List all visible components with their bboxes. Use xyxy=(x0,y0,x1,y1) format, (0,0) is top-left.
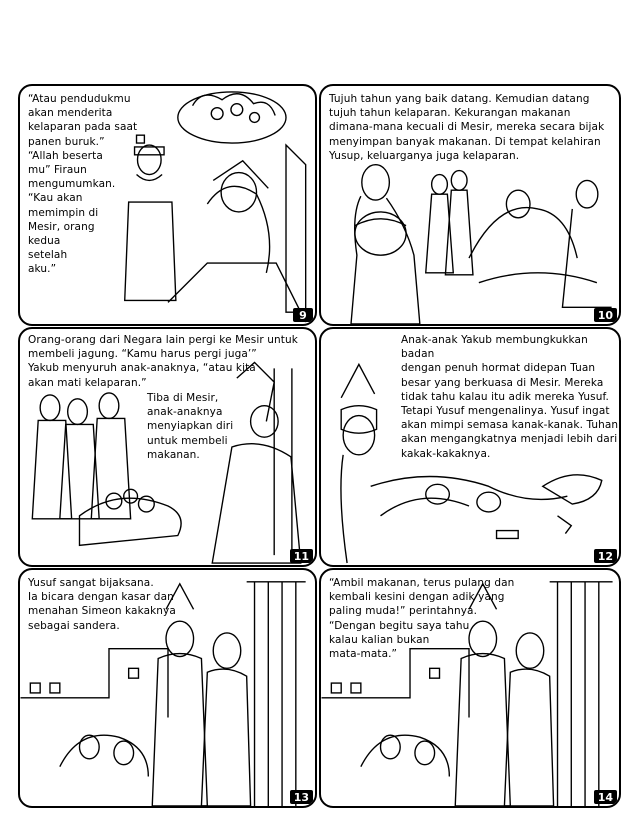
comic-panel-12 xyxy=(319,327,621,567)
comic-panel-13 xyxy=(18,568,317,808)
panel-9-number: 9 xyxy=(293,308,313,322)
panel-14-caption: “Ambil makanan, terus pulang dan kembali kesini dengan adik yang paling muda!” perintahnya. “Dengan begitu saya tahu kalau kalian bukan mata-mata.” xyxy=(329,577,515,661)
panel-13-number: 13 xyxy=(290,790,313,804)
panel-11-caption-top: Orang-orang dari Negara lain pergi ke Mesir untuk membeli jagung. “Kamu harus pergi juga’” Yakub menyuruh anak-anaknya, “atau kita akan mati kelaparan.” xyxy=(28,334,298,389)
panel-10-caption: Tujuh tahun yang baik datang. Kemudian datang tujuh tahun kelaparan. Kekurangan makanan dimana-mana kecuali di Mesir, mereka secara bijak menyimpan banyak makanan. Di tempat kelahiran Yusup, keluarganya juga kelaparan. xyxy=(329,93,605,162)
comic-panel-10 xyxy=(319,84,621,326)
comic-panel-14 xyxy=(319,568,621,808)
panel-11-number: 11 xyxy=(290,549,313,563)
panel-11-caption-bottom: Tiba di Mesir, anak-anaknya menyiapkan diri untuk membeli makanan. xyxy=(147,392,234,461)
panel-9-caption: “Atau pendudukmu akan menderita kelaparan pada saat panen buruk.” “Allah beserta mu” Firaun mengumumkan. “Kau akan memimpin di Mesir, orang kedua setelah aku.” xyxy=(28,93,138,276)
panel-12-caption: Anak-anak Yakub membungkukkan badan dengan penuh hormat didepan Tuan besar yang berkuasa di Mesir. Mereka tidak tahu kalau itu adik mereka Yusuf. Tetapi Yusuf mengenalinya. Yusuf ingat akan mimpi semasa kanak-kanak. Tuhan akan mengangkatnya menjadi lebih dari kakak-kakaknya. xyxy=(401,334,619,460)
panel-13-caption: Yusuf sangat bijaksana. Ia bicara dengan kasar dan menahan Simeon kakaknya sebagai sandera. xyxy=(28,577,176,632)
comic-panel-11 xyxy=(18,327,317,567)
comic-panel-9 xyxy=(18,84,317,326)
panel-10-number: 10 xyxy=(594,308,617,322)
panel-12-number: 12 xyxy=(594,549,617,563)
panel-14-number: 14 xyxy=(594,790,617,804)
